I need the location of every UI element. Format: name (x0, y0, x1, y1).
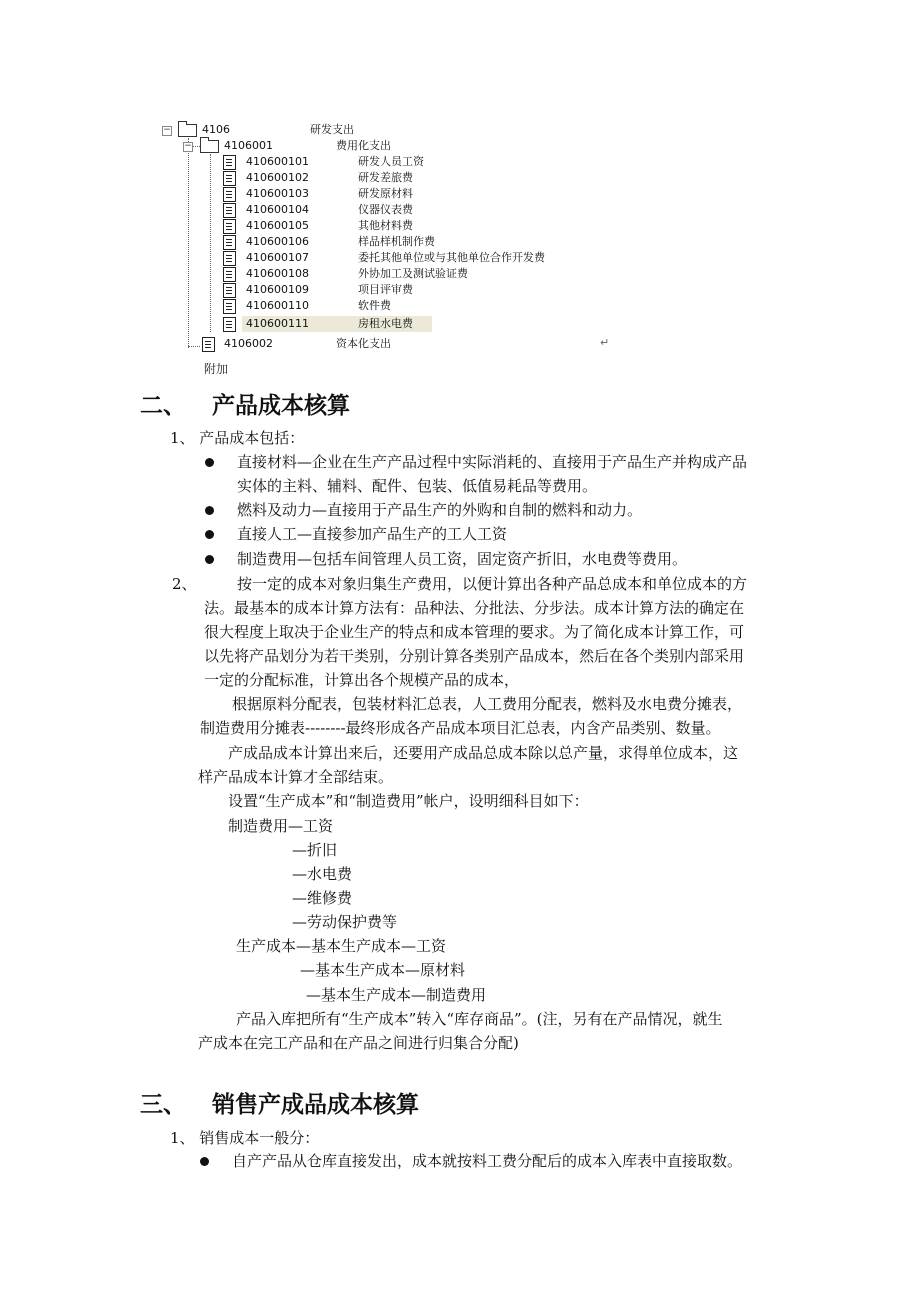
account-line: 生产成本—基本生产成本—工资 (236, 937, 447, 955)
folder-icon (200, 140, 219, 153)
document-icon (223, 235, 236, 250)
bullet-text: 燃料及动力—直接用于产品生产的外购和自制的燃料和动力。 (237, 501, 643, 519)
document-icon (223, 187, 236, 202)
list-item-heading: 1、 销售成本一般分： (170, 1129, 320, 1147)
account-line: —基本生产成本—制造费用 (306, 986, 487, 1004)
tree-code: 410600104 (246, 203, 309, 216)
document-icon (202, 337, 215, 352)
section-number: 二、 (140, 393, 186, 419)
tree-code: 410600101 (246, 155, 309, 168)
paragraph-line: 产成品成本计算出来后，还要用产成品总成本除以总产量，求得单位成本，这 (228, 744, 739, 762)
tree-name: 外协加工及测试验证费 (358, 267, 468, 280)
list-item-heading: 1、 产品成本包括： (170, 429, 305, 447)
account-line: 制造费用—工资 (228, 817, 334, 835)
tree-name: 其他材料费 (358, 219, 413, 232)
document-icon (223, 203, 236, 218)
tree-code: 410600111 (246, 317, 309, 330)
tree-code: 410600107 (246, 251, 309, 264)
paragraph-line: 按一定的成本对象归集生产费用，以便计算出各种产品总成本和单位成本的方 (237, 575, 748, 593)
bullet-text: 自产产品从仓库直接发出，成本就按料工费分配后的成本入库表中直接取数。 (232, 1152, 743, 1170)
tree-code: 410600105 (246, 219, 309, 232)
cropped-text: 附加 (204, 362, 229, 376)
paragraph-line: 产品入库把所有“生产成本”转入“库存商品”。(注，另有在产品情况，就生 (236, 1010, 723, 1028)
tree-code: 4106001 (224, 139, 273, 152)
tree-node-capitalized[interactable] (160, 336, 460, 352)
tree-name: 软件费 (358, 299, 391, 312)
tree-code: 410600102 (246, 171, 309, 184)
document-icon (223, 251, 236, 266)
paragraph-line: 制造费用分摊表--------最终形成各产品成本项目汇总表，内含产品类别、数量。 (200, 719, 721, 737)
section-title: 产品成本核算 (212, 393, 350, 419)
bullet-icon (205, 530, 214, 539)
document-icon (223, 171, 236, 186)
tree-code: 4106 (202, 123, 230, 136)
tree-name: 费用化支出 (336, 139, 391, 152)
folder-icon (178, 124, 197, 137)
account-line: —水电费 (292, 865, 353, 883)
account-tree (160, 118, 620, 368)
tree-guide-root (188, 138, 189, 348)
list-item-number: 2、 (172, 575, 197, 593)
paragraph-line: 设置“生产成本”和“制造费用”帐户，设明细科目如下： (228, 792, 589, 810)
tree-node-root[interactable] (160, 122, 460, 138)
tree-code: 410600103 (246, 187, 309, 200)
tree-guide-child (210, 154, 211, 332)
bullet-text: 制造费用—包括车间管理人员工资，固定资产折旧，水电费等费用。 (237, 550, 688, 568)
paragraph-line: 法。最基本的成本计算方法有：品种法、分批法、分步法。成本计算方法的确定在 (204, 599, 745, 617)
tree-name: 研发原材料 (358, 187, 413, 200)
tree-name: 研发人员工资 (358, 155, 424, 168)
paragraph-line: 以先将产品划分为若干类别，分别计算各类别产品成本，然后在各个类别内部采用 (204, 647, 745, 665)
document-icon (223, 155, 236, 170)
document-icon (223, 219, 236, 234)
bullet-text: 直接材料—企业在生产产品过程中实际消耗的、直接用于产品生产并构成产品 (237, 453, 748, 471)
document-icon (223, 283, 236, 298)
tree-node-expensed[interactable] (160, 138, 460, 154)
tree-name: 资本化支出 (336, 337, 391, 350)
tree-code: 4106002 (224, 337, 273, 350)
bullet-text: 直接人工—直接参加产品生产的工人工资 (237, 525, 508, 543)
section-heading (140, 387, 350, 420)
bullet-icon (205, 555, 214, 564)
collapse-icon[interactable]: − (184, 141, 192, 151)
account-line: —维修费 (292, 889, 353, 907)
tree-name: 委托其他单位或与其他单位合作开发费 (358, 251, 545, 264)
bullet-icon (205, 506, 214, 515)
account-line: —折旧 (292, 841, 338, 859)
tree-name: 研发支出 (310, 123, 354, 136)
account-line: —劳动保护费等 (292, 913, 398, 931)
tree-code: 410600110 (246, 299, 309, 312)
tree-name: 项目评审费 (358, 283, 413, 296)
paragraph-return-mark: ↵ (600, 336, 610, 349)
bullet-text: 实体的主料、辅料、配件、包装、低值易耗品等费用。 (237, 477, 598, 495)
tree-name: 样品样机制作费 (358, 235, 435, 248)
tree-name: 研发差旅费 (358, 171, 413, 184)
section-number: 三、 (140, 1092, 186, 1118)
tree-code: 410600108 (246, 267, 309, 280)
tree-code: 410600106 (246, 235, 309, 248)
document-icon (223, 267, 236, 282)
bullet-icon (200, 1157, 209, 1166)
document-icon (223, 299, 236, 314)
paragraph-line: 样产品成本计算才全部结束。 (198, 768, 394, 786)
bullet-icon (205, 458, 214, 467)
collapse-icon[interactable]: − (163, 125, 171, 135)
tree-code: 410600109 (246, 283, 309, 296)
tree-name: 房租水电费 (358, 317, 413, 330)
paragraph-line: 很大程度上取决于企业生产的特点和成本管理的要求。为了简化成本计算工作，可 (204, 623, 745, 641)
account-line: —基本生产成本—原材料 (300, 961, 466, 979)
paragraph-line: 根据原料分配表，包装材料汇总表，人工费用分配表，燃料及水电费分摊表， (232, 695, 743, 713)
section-heading (140, 1086, 419, 1119)
tree-name: 仪器仪表费 (358, 203, 413, 216)
paragraph-line: 产成本在完工产品和在产品之间进行归集合分配) (198, 1034, 519, 1052)
paragraph-line: 一定的分配标准，计算出各个规模产品的成本， (204, 671, 520, 689)
section-title: 销售产成品成本核算 (212, 1092, 419, 1118)
document-icon (223, 317, 236, 332)
